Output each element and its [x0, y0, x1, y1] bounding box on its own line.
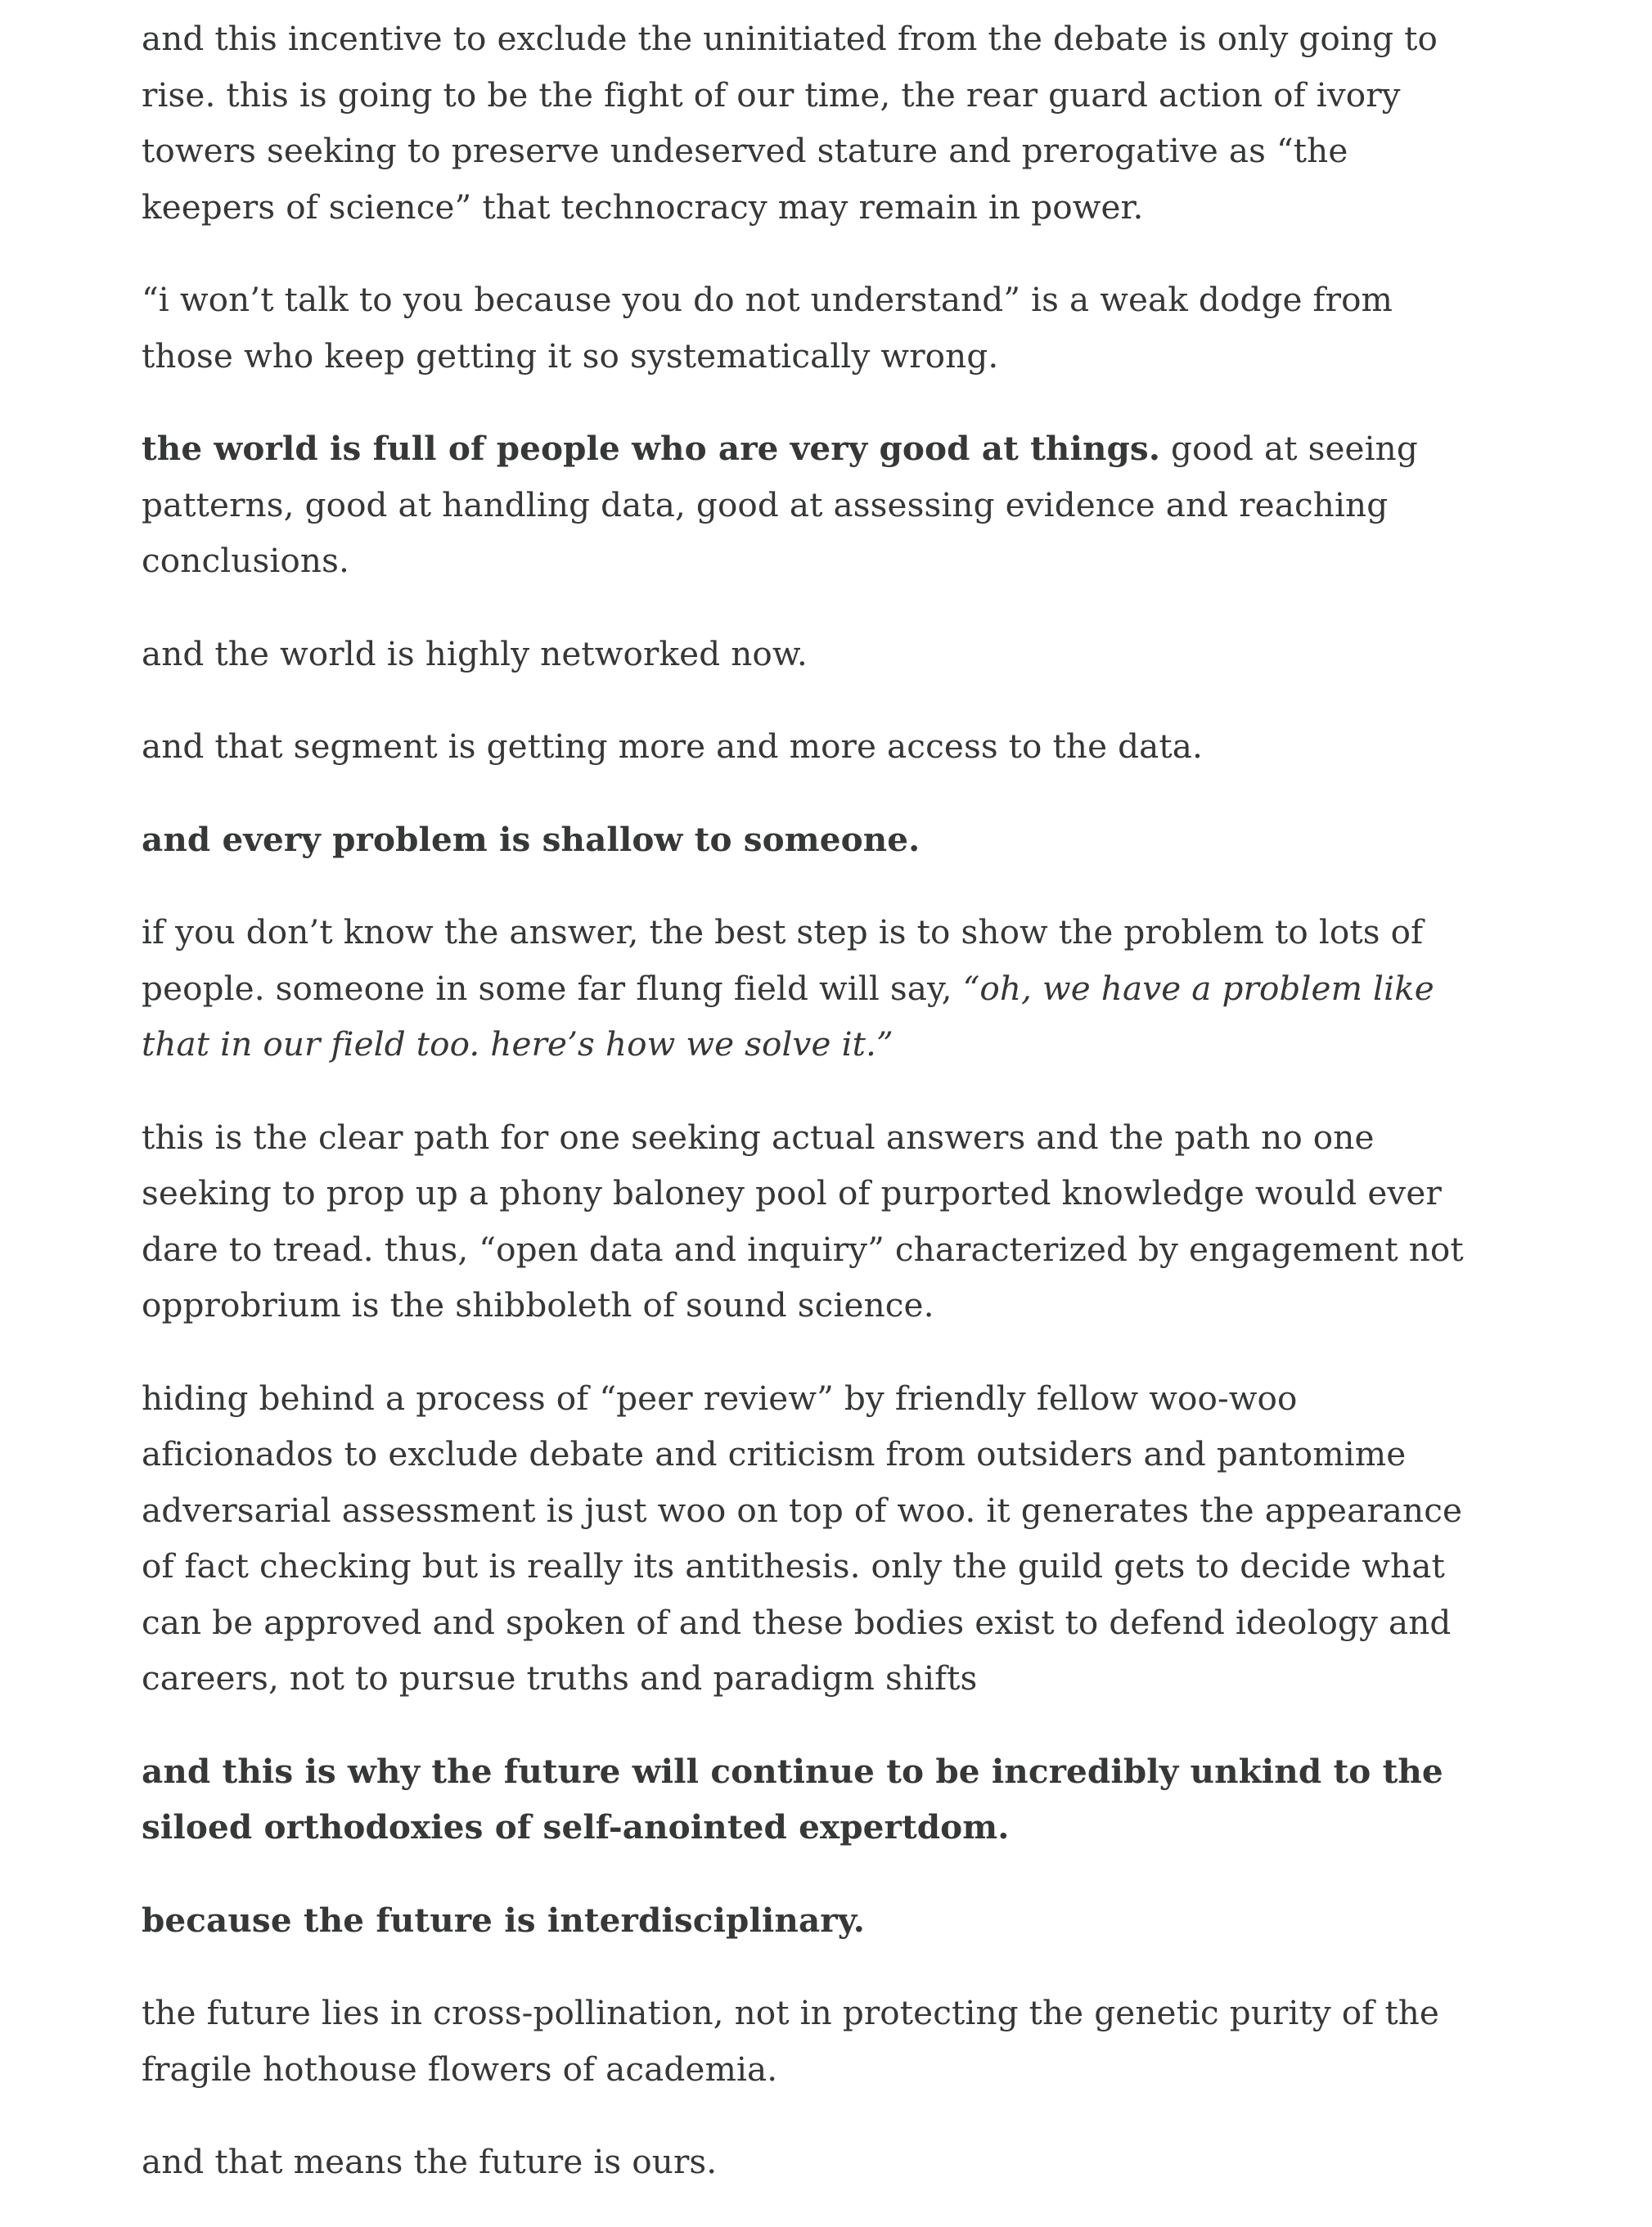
- paragraph-world-full: [142, 421, 1483, 589]
- paragraph-clear-path: this is the clear path for one seeking actual answers and the path no one seeking to prop up a phony baloney pool of purported knowledge would ever dare to tread. thus, “open data and inquiry” characterized by engagement not opprobrium is the shibboleth of sound science.: [142, 1117, 1464, 1325]
- paragraph-show-problem: [142, 904, 1483, 1073]
- paragraph-weak-dodge: “i won’t talk to you because you do not understand” is a weak dodge from those who keep getting it so systematically wrong.: [142, 280, 1393, 376]
- paragraph-peer-review: hiding behind a process of “peer review” by friendly fellow woo-woo aficionados to exclude debate and criticism from outsiders and pantomime adversarial assessment is just woo on top of woo. it generates the appearance of fact checking but is really its antithesis. only the guild gets to decide what can be approved and spoken of and these bodies exist to defend ideology and careers, not to pursue truths and paradigm shifts: [142, 1378, 1463, 1698]
- bold-interdisciplinary: because the future is interdisciplinary.: [142, 1900, 865, 1940]
- paragraph-networked: and the world is highly networked now.: [142, 633, 808, 673]
- paragraph-incentive: and this incentive to exclude the uninitiated from the debate is only going to rise. this is going to be the fight of our time, the rear guard action of ivory towers seeking to preserve undeserved stature and prerogative as “the keepers of science” that technocracy may remain in power.: [142, 19, 1438, 227]
- paragraph-future-ours: and that means the future is ours.: [142, 2142, 718, 2181]
- paragraph-cross-pollination: the future lies in cross-pollination, not in protecting the genetic purity of the fragile hothouse flowers of academia.: [142, 1993, 1439, 2089]
- paragraph-interdisciplinary: [142, 1892, 1483, 1949]
- bold-world-full: the world is full of people who are very good at things.: [142, 429, 1161, 468]
- bold-future-unkind: and this is why the future will continue to be incredibly unkind to the siloed orthodoxies of self-anointed expertdom.: [142, 1751, 1443, 1847]
- text-show-problem: if you don’t know the answer, the best step is to show the problem to lots of people. someone in some far flung field will say,: [142, 912, 1424, 1008]
- paragraph-segment: and that segment is getting more and more access to the data.: [142, 727, 1203, 766]
- bold-shallow: and every problem is shallow to someone.: [142, 819, 921, 859]
- paragraph-shallow: [142, 812, 1483, 868]
- italic-quote: “oh, we have a problem like that in our field too. here’s how we solve it.”: [142, 968, 1434, 1064]
- article-body: [142, 0, 1483, 2227]
- text-good-at: good at seeing patterns, good at handling data, good at assessing evidence and reaching conclusions.: [142, 429, 1418, 580]
- paragraph-future-unkind: [142, 1743, 1483, 1856]
